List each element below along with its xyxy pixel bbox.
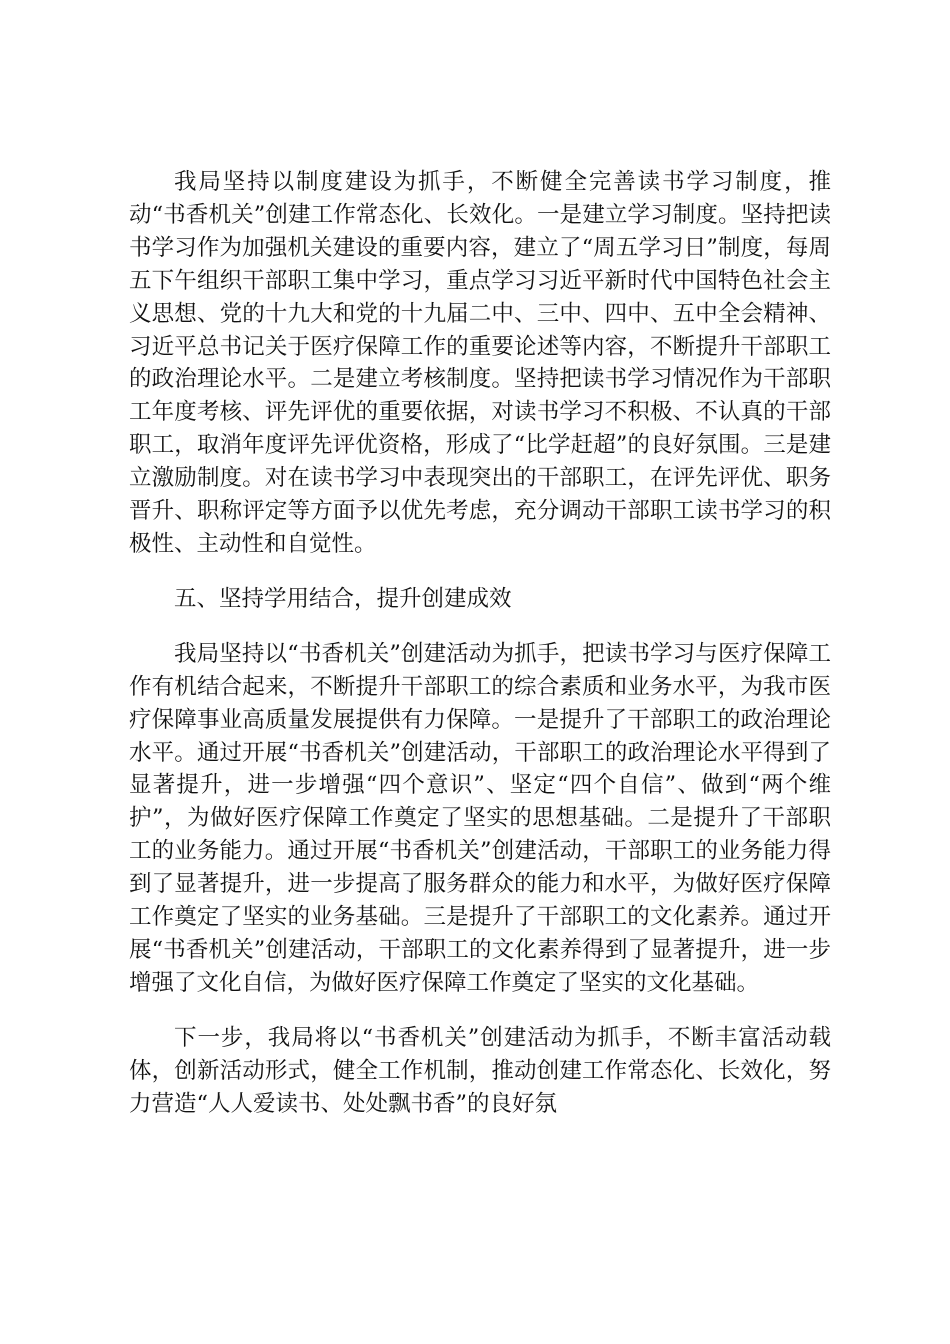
paragraph-next-steps: 下一步，我局将以“书香机关”创建活动为抓手，不断丰富活动载体，创新活动形式，健全工作机制，推动创建工作常态化、长效化，努力营造“人人爱读书、处处飘书香”的良好氛 [129, 1024, 831, 1117]
document-body [129, 166, 831, 1120]
paragraph-learning-application: 我局坚持以“书香机关”创建活动为抓手，把读书学习与医疗保障工作有机结合起来，不断提升干部职工的综合素质和业务水平，为我市医疗保障事业高质量发展提供有力保障。一是提升了干部职工的政治理论水平。通过开展“书香机关”创建活动，干部职工的政治理论水平得到了显著提升，进一步增强“四个意识”、坚定“四个自信”、做到“两个维护”，为做好医疗保障工作奠定了坚实的思想基础。二是提升了干部职工的业务能力。通过开展“书香机关”创建活动，干部职工的业务能力得到了显著提升，进一步提高了服务群众的能力和水平，为做好医疗保障工作奠定了坚实的业务基础。三是提升了干部职工的文化素养。通过开展“书香机关”创建活动，干部职工的文化素养得到了显著提升，进一步增强了文化自信，为做好医疗保障工作奠定了坚实的文化基础。 [129, 640, 831, 996]
section-heading-five: 五、坚持学用结合，提升创建成效 [174, 585, 512, 612]
paragraph-reading-system: 我局坚持以制度建设为抓手，不断健全完善读书学习制度，推动“书香机关”创建工作常态化、长效化。一是建立学习制度。坚持把读书学习作为加强机关建设的重要内容，建立了“周五学习日”制度，每周五下午组织干部职工集中学习，重点学习习近平新时代中国特色社会主义思想、党的十九大和党的十九届二中、三中、四中、五中全会精神、习近平总书记关于医疗保障工作的重要论述等内容，不断提升干部职工的政治理论水平。二是建立考核制度。坚持把读书学习情况作为干部职工年度考核、评先评优的重要依据，对读书学习不积极、不认真的干部职工，取消年度评先评优资格，形成了“比学赶超”的良好氛围。三是建立激励制度。对在读书学习中表现突出的干部职工，在评先评优、职务晋升、职称评定等方面予以优先考虑，充分调动干部职工读书学习的积极性、主动性和自觉性。 [129, 169, 831, 557]
